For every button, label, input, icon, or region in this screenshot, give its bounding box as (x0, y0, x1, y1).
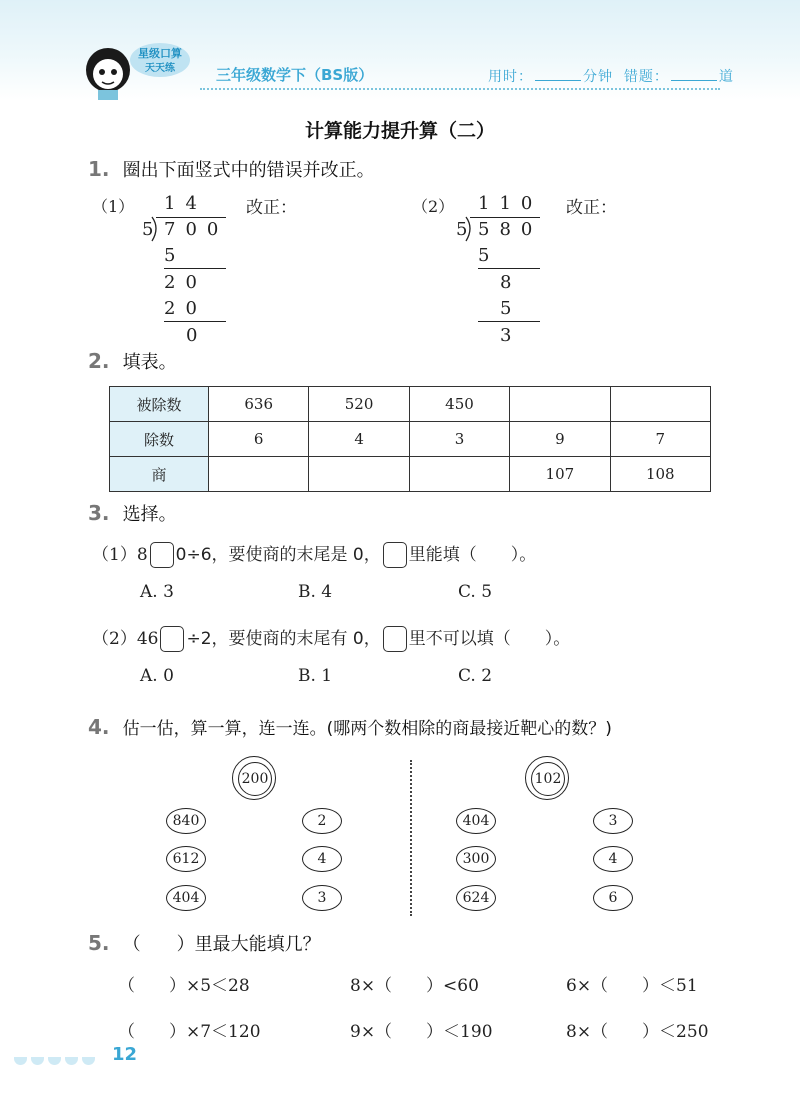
mascot-logo-icon (78, 38, 198, 100)
q1a-dividend: 700 (164, 219, 229, 240)
table-cell: 108 (610, 457, 710, 492)
q1b-remainder: 3 (500, 325, 522, 346)
row-header-quotient: 商 (110, 457, 209, 492)
q3p2-option-b[interactable]: B. 1 (298, 666, 333, 686)
q5-number: 5. (88, 931, 110, 955)
target-ring-right (525, 756, 569, 800)
header-divider (200, 88, 720, 90)
q3p1-option-a[interactable]: A. 3 (140, 582, 174, 602)
divisor-oval[interactable]: 4 (593, 846, 633, 872)
logo-text-line2: 天天练 (145, 63, 175, 74)
time-errors-meta (488, 66, 734, 86)
q3p2-label: （2）46 (92, 629, 159, 649)
q1a-step2: 20 (164, 272, 207, 293)
divisor-oval[interactable]: 3 (593, 808, 633, 834)
errors-blank[interactable] (671, 68, 717, 81)
q1a-line2 (164, 321, 226, 322)
q1b-bracket-icon (464, 216, 476, 242)
q1b-step1: 5 (478, 245, 500, 266)
q5-text: （ ）里最大能填几？ (122, 934, 321, 955)
page-number: 12 (112, 1044, 138, 1065)
q1b-line2 (478, 321, 540, 322)
series-title: 三年级数学下（BS版） (216, 66, 374, 84)
footer-decoration (14, 1050, 99, 1069)
q1a-step3: 20 (164, 298, 207, 319)
table-cell[interactable] (409, 457, 509, 492)
q5-item[interactable]: 6×（ ）＜51 (566, 976, 698, 996)
q1b-label: （2） (412, 197, 455, 216)
errors-unit: 道 (718, 69, 734, 85)
q1b-dividend: 580 (478, 219, 543, 240)
dividend-oval[interactable]: 300 (456, 846, 496, 872)
dividend-oval[interactable]: 404 (166, 885, 206, 911)
q1a-divisor: 5 (142, 219, 164, 240)
q1b-quotient: 110 (478, 193, 543, 214)
table-row (110, 457, 711, 492)
q1-number: 1. (88, 157, 110, 181)
q3-text: 选择。 (122, 504, 177, 525)
q1b-line1 (478, 268, 540, 269)
table-cell: 6 (209, 422, 309, 457)
row-header-dividend: 被除数 (110, 387, 209, 422)
answer-box[interactable] (160, 626, 184, 652)
q1a-bracket-top (156, 217, 226, 218)
table-cell: 7 (610, 422, 710, 457)
table-cell: 9 (510, 422, 610, 457)
q3p2-option-c[interactable]: C. 2 (458, 666, 493, 686)
q3p1-mid: 0÷6，要使商的末尾是 0， (175, 545, 381, 565)
q3-part1 (92, 540, 536, 568)
q5-item[interactable]: （ ）×5＜28 (118, 976, 250, 996)
page-title: 计算能力提升算（二） (304, 120, 495, 142)
q3-number: 3. (88, 501, 110, 525)
q1b-step3: 5 (500, 298, 522, 319)
table-cell: 4 (309, 422, 409, 457)
table-cell: 636 (209, 387, 309, 422)
fill-table (109, 386, 711, 492)
q3p1-label: （1）8 (92, 545, 148, 565)
table-cell[interactable]: 450 (409, 387, 509, 422)
q3-part2 (92, 624, 570, 652)
answer-box[interactable] (150, 542, 174, 568)
q3-heading (88, 500, 177, 526)
q1b-divisor: 5 (456, 219, 478, 240)
q3p2-mid: ÷2，要使商的末尾有 0， (186, 629, 381, 649)
divisor-oval[interactable]: 6 (593, 885, 633, 911)
q4-heading (88, 714, 612, 739)
q5-item[interactable]: 9×（ ）＜190 (350, 1022, 493, 1042)
table-cell[interactable] (209, 457, 309, 492)
q1a-correct-label: 改正： (246, 198, 297, 218)
table-cell: 520 (309, 387, 409, 422)
table-cell: 3 (409, 422, 509, 457)
time-label: 用时： (488, 69, 533, 85)
table-cell: 107 (510, 457, 610, 492)
target-value-right: 102 (531, 762, 565, 796)
table-row (110, 387, 711, 422)
q1b-bracket-top (470, 217, 540, 218)
q1-heading (88, 156, 375, 182)
dividend-oval[interactable]: 404 (456, 808, 496, 834)
q2-number: 2. (88, 349, 110, 373)
table-row (110, 422, 711, 457)
dividend-oval[interactable]: 840 (166, 808, 206, 834)
table-cell[interactable] (510, 387, 610, 422)
q2-text: 填表。 (122, 352, 177, 373)
q5-item[interactable]: （ ）×7＜120 (118, 1022, 261, 1042)
logo-text-line1: 星级口算 (138, 47, 182, 60)
answer-box[interactable] (383, 626, 407, 652)
errors-label: 错题： (623, 69, 669, 85)
q5-item[interactable]: 8×（ ）＜250 (566, 1022, 709, 1042)
table-cell[interactable] (610, 387, 710, 422)
divisor-oval[interactable]: 3 (302, 885, 342, 911)
q4-separator (410, 760, 412, 916)
q1a-label: （1） (92, 197, 135, 216)
q3p2-option-a[interactable]: A. 0 (140, 666, 174, 686)
time-blank[interactable] (535, 68, 581, 81)
q5-item[interactable]: 8×（ ）<60 (350, 976, 479, 996)
divisor-oval[interactable]: 4 (302, 846, 342, 872)
q3p1-option-b[interactable]: B. 4 (298, 582, 333, 602)
row-header-divisor: 除数 (110, 422, 209, 457)
q1b-step2: 8 (500, 272, 522, 293)
q1a-step1: 5 (164, 245, 186, 266)
q1-text: 圈出下面竖式中的错误并改正。 (122, 160, 375, 181)
table-cell[interactable] (309, 457, 409, 492)
dividend-oval[interactable]: 624 (456, 885, 496, 911)
time-unit: 分钟 (583, 69, 613, 85)
q1a-quotient: 14 (164, 193, 207, 214)
q1a-line1 (164, 268, 226, 269)
q3p2-end: 里不可以填（ ）。 (408, 629, 571, 649)
q3p1-option-c[interactable]: C. 5 (458, 582, 493, 602)
target-ring-left (232, 756, 276, 800)
q3p1-end: 里能填（ ）。 (408, 545, 537, 565)
q5-heading (88, 930, 321, 956)
dividend-oval[interactable]: 612 (166, 846, 206, 872)
q1b-correct-label: 改正： (566, 198, 617, 218)
q4-number: 4. (88, 715, 110, 739)
divisor-oval[interactable]: 2 (302, 808, 342, 834)
q2-heading (88, 348, 177, 374)
target-value-left: 200 (238, 762, 272, 796)
q1a-remainder: 0 (186, 325, 208, 346)
q4-text: 估一估，算一算，连一连。(哪两个数相除的商最接近靶心的数？) (122, 719, 612, 739)
q1a-bracket-icon (150, 216, 162, 242)
answer-box[interactable] (383, 542, 407, 568)
